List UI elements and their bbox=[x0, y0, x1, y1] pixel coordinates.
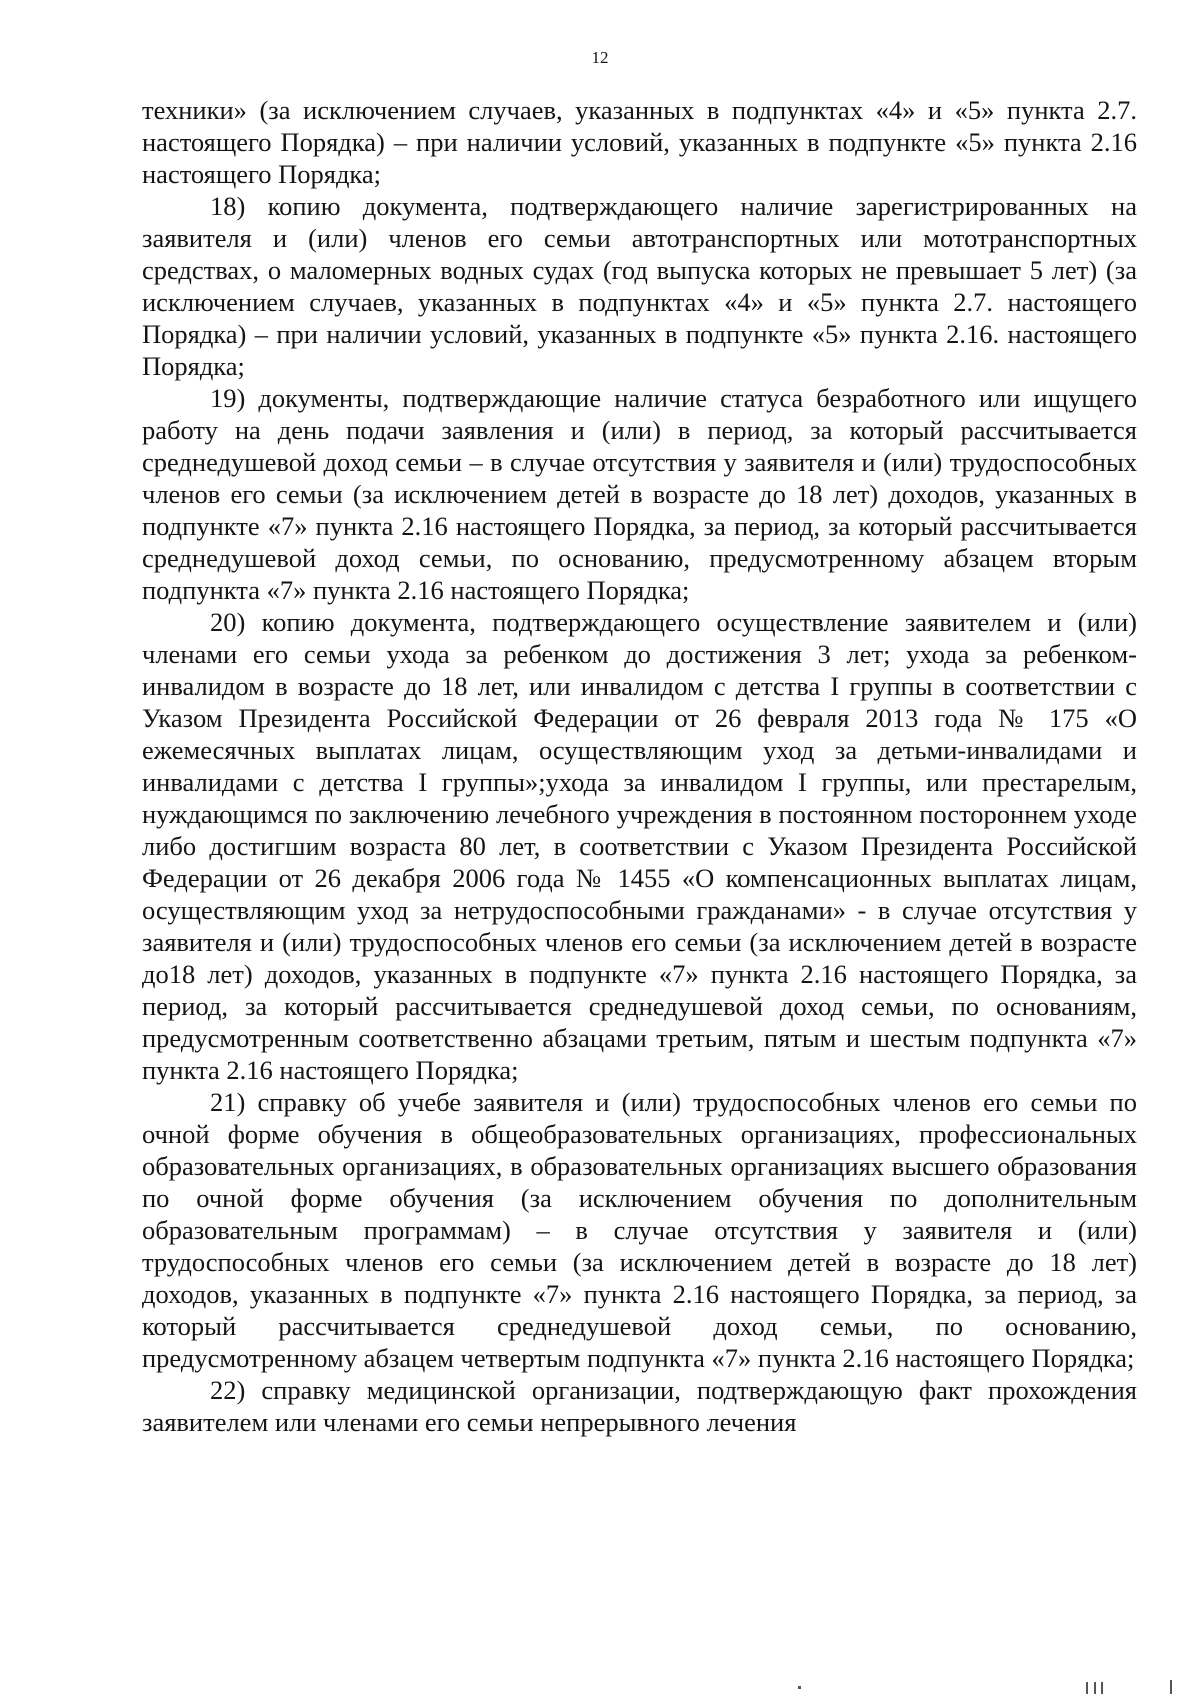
scan-artifact bbox=[1086, 1682, 1088, 1694]
paragraph-item-19: 19) документы, подтверждающие наличие статуса безработного или ищущего работу на день подачи заявления и (или) в период, за который рассчитывается среднедушевой доход семьи – в случае отсутствия у заявителя и (или) трудоспособных членов его семьи (за исключением детей в возрасте до 18 лет) доходов, указанных в подпункте «7» пункта 2.16 настоящего Порядка, за период, за который рассчитывается среднедушевой доход семьи, по основанию, предусмотренному абзацем вторым подпункта «7» пункта 2.16 настоящего Порядка; bbox=[142, 383, 1137, 605]
page-number: 12 bbox=[591, 48, 609, 67]
scan-artifact bbox=[1101, 1682, 1103, 1694]
paragraph-item-21: 21) справку об учебе заявителя и (или) трудоспособных членов его семьи по очной форме обучения в общеобразовательных организациях, профессиональных образовательных организациях, в образовательных организациях высшего образования по очной форме обучения (за исключением обучения по дополнительным образовательным программам) – в случае отсутствия у заявителя и (или) трудоспособных членов его семьи (за исключением детей в возрасте до 18 лет) доходов, указанных в подпункте «7» пункта 2.16 настоящего Порядка, за период, за который рассчитывается среднедушевой доход семьи, по основанию, предусмотренному абзацем четвертым подпункта «7» пункта 2.16 настоящего Порядка; bbox=[142, 1087, 1137, 1373]
document-body bbox=[142, 94, 1137, 1438]
scan-artifact bbox=[1094, 1682, 1096, 1694]
paragraph-item-20: 20) копию документа, подтверждающего осуществление заявителем и (или) членами его семьи ухода за ребенком до достижения 3 лет; ухода за ребенком-инвалидом в возрасте до 18 лет, или инвалидом с детства I группы в соответствии с Указом Президента Российской Федерации от 26 февраля 2013 года № 175 «О ежемесячных выплатах лицам, осуществляющим уход за детьми-инвалидами и инвалидами с детства I группы»;ухода за инвалидом I группы, или престарелым, нуждающимся по заключению лечебного учреждения в постоянном постороннем уходе либо достигшим возраста 80 лет, в соответствии с Указом Президента Российской Федерации от 26 декабря 2006 года № 1455 «О компенсационных выплатах лицам, осуществляющим уход за нетрудоспособными гражданами» - в случае отсутствия у заявителя и (или) трудоспособных членов его семьи (за исключением детей в возрасте до18 лет) доходов, указанных в подпункте «7» пункта 2.16 настоящего Порядка, за период, за который рассчитывается среднедушевой доход семьи, по основаниям, предусмотренным соответственно абзацами третьим, пятым и шестым подпункта «7» пункта 2.16 настоящего Порядка; bbox=[142, 607, 1137, 1085]
scan-artifact bbox=[798, 1686, 801, 1689]
scan-artifact bbox=[1170, 1680, 1172, 1694]
paragraph-continuation: техники» (за исключением случаев, указанных в подпунктах «4» и «5» пункта 2.7. настоящего Порядка) – при наличии условий, указанных в подпункте «5» пункта 2.16 настоящего Порядка; bbox=[142, 95, 1137, 189]
paragraph-item-18: 18) копию документа, подтверждающего наличие зарегистрированных на заявителя и (или) членов его семьи автотранспортных или мототранспортных средствах, о маломерных водных судах (год выпуска которых не превышает 5 лет) (за исключением случаев, указанных в подпунктах «4» и «5» пункта 2.7. настоящего Порядка) – при наличии условий, указанных в подпункте «5» пункта 2.16. настоящего Порядка; bbox=[142, 191, 1137, 381]
paragraph-item-22: 22) справку медицинской организации, подтверждающую факт прохождения заявителем или членами его семьи непрерывного лечения bbox=[142, 1375, 1137, 1437]
